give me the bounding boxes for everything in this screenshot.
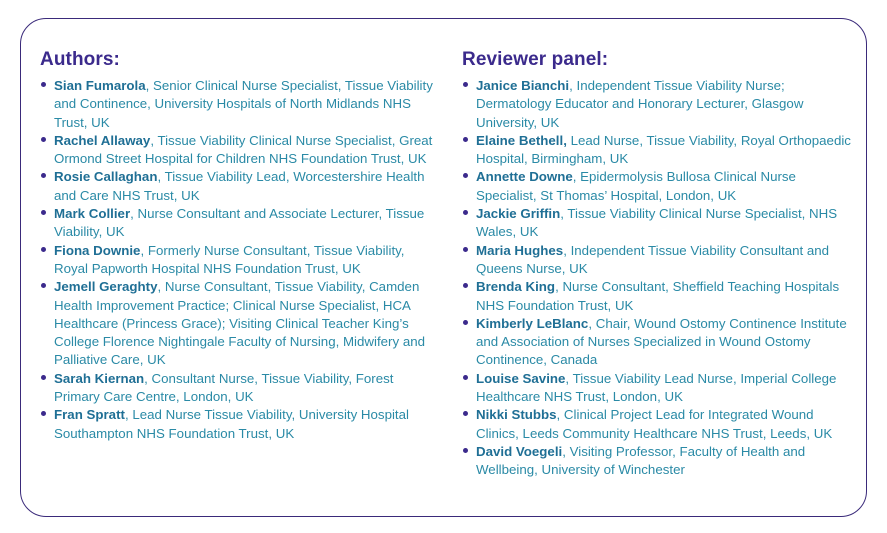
person-name: Annette Downe: [476, 169, 573, 185]
person-description: , Independent Tissue Viability Nurse; Dermatology Educator and Honorary Lecturer, Glasgow University, UK: [476, 78, 804, 130]
person-description: , Lead Nurse Tissue Viability, University Hospital Southampton NHS Foundation Trust, UK: [54, 407, 409, 441]
authors-heading: Authors:: [40, 49, 120, 70]
person-name: Fiona Downie: [54, 242, 141, 258]
person-name: Rosie Callaghan: [54, 169, 158, 185]
person-description: , Tissue Viability Lead Nurse, Imperial College Healthcare NHS Trust, London, UK: [476, 370, 837, 405]
reviewers-list: [462, 77, 857, 480]
person-description: , Tissue Viability Clinical Nurse Specialist, Great Ormond Street Hospital for Children NHS Foundation Trust, UK: [54, 132, 433, 167]
list-item: [462, 370, 857, 407]
list-item: [462, 77, 857, 132]
list-item: [40, 242, 440, 279]
person-name: Elaine Bethell,: [476, 132, 567, 148]
authors-column: [40, 49, 440, 443]
list-item: [40, 205, 440, 242]
person-description: , Consultant Nurse, Tissue Viability, Forest Primary Care Centre, London, UK: [54, 370, 394, 405]
list-item: [462, 443, 857, 480]
authors-list: [40, 77, 440, 443]
person-name: Jemell Geraghty: [54, 279, 158, 295]
person-description: , Senior Clinical Nurse Specialist, Tissue Viability and Continence, University Hospitals of North Midlands NHS Trust, UK: [54, 78, 433, 130]
list-item: [40, 132, 440, 169]
person-description: , Nurse Consultant, Sheffield Teaching Hospitals NHS Foundation Trust, UK: [476, 279, 840, 313]
person-name: Sarah Kiernan: [54, 370, 145, 386]
person-name: Janice Bianchi: [476, 78, 570, 93]
person-description: , Formerly Nurse Consultant, Tissue Viability, Royal Papworth Hospital NHS Foundation Trust, UK: [54, 242, 405, 276]
reviewers-heading: Reviewer panel:: [462, 49, 609, 70]
person-name: Mark Collier: [54, 206, 131, 222]
person-description: Lead Nurse, Tissue Viability, Royal Orthopaedic Hospital, Birmingham, UK: [476, 132, 851, 167]
list-item: [40, 370, 440, 407]
person-description: , Tissue Viability Lead, Worcestershire Health and Care NHS Trust, UK: [54, 169, 425, 203]
person-name: Nikki Stubbs: [476, 407, 557, 423]
list-item: [462, 205, 857, 242]
person-name: Sian Fumarola: [54, 78, 146, 93]
list-item: [462, 315, 857, 370]
person-name: Fran Spratt: [54, 407, 125, 423]
person-description: , Visiting Professor, Faculty of Health and Wellbeing, University of Winchester: [476, 443, 806, 478]
person-name: Jackie Griffin: [476, 206, 561, 222]
person-name: Rachel Allaway: [54, 132, 151, 148]
person-name: Maria Hughes: [476, 242, 564, 258]
person-name: David Voegeli: [476, 443, 563, 459]
person-description: , Nurse Consultant and Associate Lecturer, Tissue Viability, UK: [54, 206, 425, 240]
list-item: [462, 406, 857, 443]
list-item: [462, 242, 857, 279]
list-item: [462, 278, 857, 315]
contributors-panel: [20, 18, 867, 517]
person-description: , Clinical Project Lead for Integrated Wound Clinics, Leeds Community Healthcare NHS Trust, Leeds, UK: [476, 407, 833, 441]
person-name: Brenda King: [476, 279, 556, 295]
person-name: Kimberly LeBlanc: [476, 315, 589, 331]
list-item: [462, 132, 857, 169]
person-description: , Chair, Wound Ostomy Continence Institute and Association of Nurses Specialized in Wound Ostomy Continence, Canada: [476, 315, 847, 368]
person-description: , Tissue Viability Clinical Nurse Specialist, NHS Wales, UK: [476, 206, 838, 240]
person-description: , Independent Tissue Viability Consultant and Queens Nurse, UK: [476, 242, 830, 276]
person-description: , Nurse Consultant, Tissue Viability, Camden Health Improvement Practice; Clinical Nurse Specialist, HCA Healthcare (Princess Grace); Visiting Clinical Teacher King’s College Florence Nightingale Faculty of Nursing, Midwifery and Palliative Care, UK: [54, 279, 426, 368]
person-name: Louise Savine: [476, 370, 566, 386]
list-item: [40, 168, 440, 205]
person-description: , Epidermolysis Bullosa Clinical Nurse Specialist, St Thomas’ Hospital, London, UK: [476, 169, 796, 203]
list-item: [40, 77, 440, 132]
list-item: [40, 406, 440, 443]
list-item: [462, 168, 857, 205]
list-item: [40, 278, 440, 369]
reviewers-column: [462, 49, 857, 480]
